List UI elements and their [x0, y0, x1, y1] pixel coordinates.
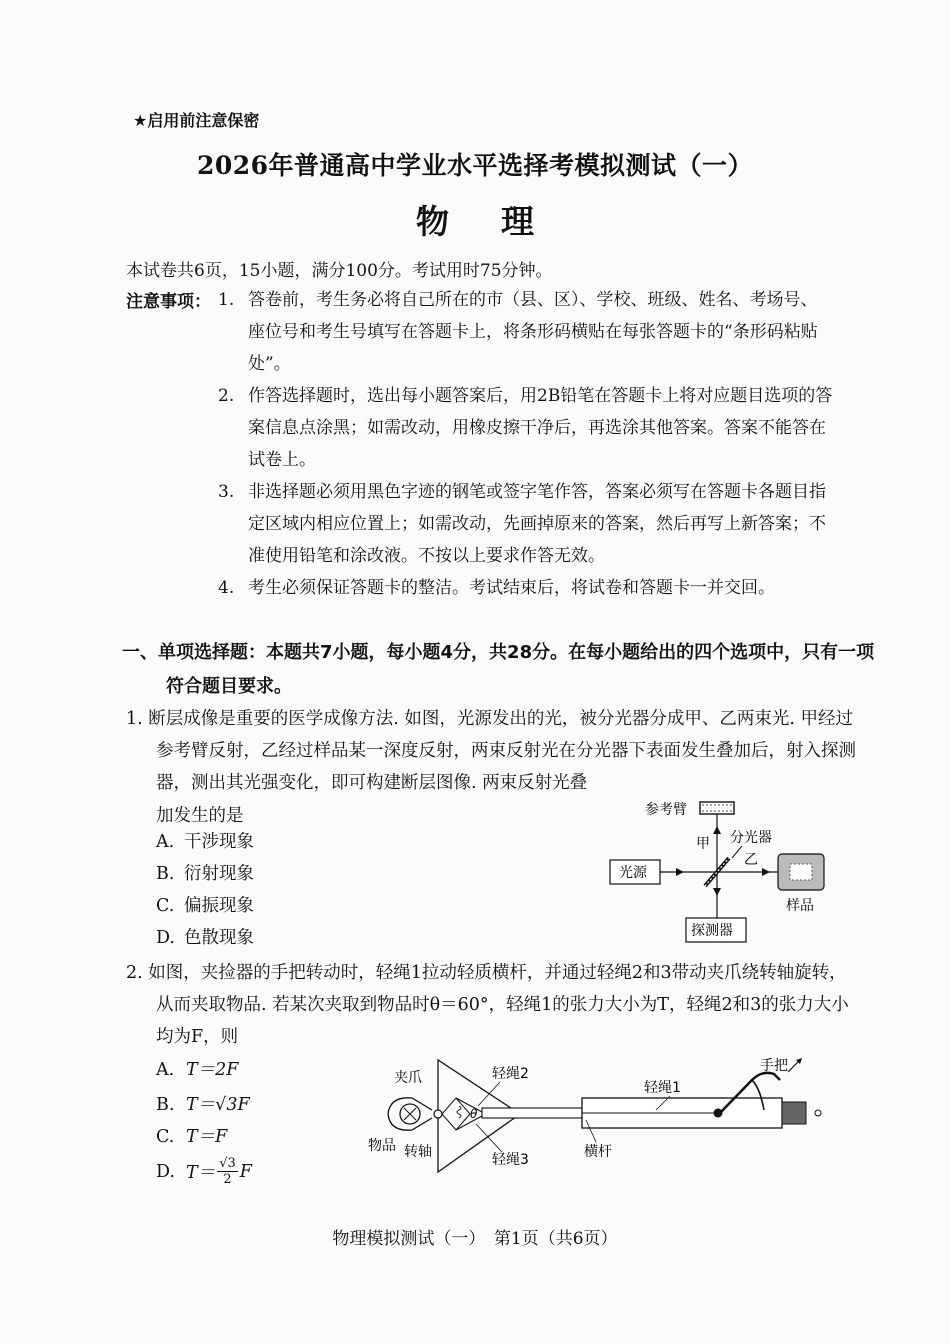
- note-text: 答卷前，考生务必将自己所在的市（县、区）、学校、班级、姓名、考场号、座位号和考生号填写在答题卡上，将条形码横贴在每张答题卡的“条形码粘贴处”。: [248, 290, 818, 374]
- confidential-notice: ★启用前注意保密: [133, 111, 260, 130]
- note-item: [214, 476, 834, 572]
- q2-option-b: B. T＝√3F: [156, 1095, 250, 1115]
- beam-yi-label: 乙: [744, 852, 758, 868]
- note-text: 非选择题必须用黑色字迹的钢笔或签字笔作答，答案必须写在答题卡各题目指定区域内相应位置上；如需改动，先画掉原来的答案，然后再写上新答案；不准使用铅笔和涂改液。不按以上要求作答无效。: [248, 482, 826, 566]
- rope-3: [456, 1116, 482, 1130]
- reference-mirror: [700, 802, 734, 814]
- exam-intro: 本试卷共6页，15小题，满分100分。考试用时75分钟。: [126, 261, 553, 281]
- note-number: 3.: [218, 482, 235, 502]
- question-1-stem: 1. 断层成像是重要的医学成像方法. 如图，光源发出的光，被分光器分成甲、乙两束光. 甲经过参考臂反射，乙经过样品某一深度反射，两束反射光在分光器下表面发生叠加后，射入探测器，测出其光强变化，即可构建断层图像. 两束反射光叠: [126, 709, 856, 793]
- note-item: [214, 380, 834, 476]
- light-source-label: 光源: [619, 865, 647, 881]
- rope3-label: 轻绳3: [492, 1152, 529, 1168]
- q1-option-d: D. 色散现象: [156, 928, 254, 948]
- rope1-label: 轻绳1: [644, 1080, 681, 1096]
- exam-title: 2026年普通高中学业水平选择考模拟测试（一）: [196, 151, 754, 180]
- crossbar-rod: [482, 1108, 582, 1118]
- q2-option-d: D. T＝ √3 2 F: [156, 1156, 252, 1187]
- notes-label: 注意事项：: [126, 292, 211, 312]
- theta-label: θ: [470, 1107, 478, 1121]
- note-number: 2.: [218, 386, 235, 406]
- note-text: 考生必须保证答题卡的整洁。考试结束后，将试卷和答题卡一并交回。: [248, 578, 775, 598]
- claw-label: 夹爪: [394, 1070, 422, 1086]
- question-2-stem: 2. 如图，夹捡器的手把转动时，轻绳1拉动轻质横杆，并通过轻绳2和3带动夹爪绕转轴旋转，从而夹取物品. 若某次夹取到物品时θ＝60°，轻绳1的张力大小为T，轻绳2和3的张力大小均为F，则: [126, 963, 849, 1047]
- sample-label: 样品: [786, 898, 814, 914]
- oct-figure: [600, 796, 840, 946]
- page-footer: 物理模拟测试（一） 第1页（共6页）: [332, 1229, 618, 1249]
- subject-title: 物理: [416, 202, 586, 241]
- question-1-stem-end: 加发生的是: [156, 806, 244, 826]
- item-label: 物品: [368, 1138, 396, 1154]
- note-text: 作答选择题时，选出每小题答案后，用2B铅笔在答题卡上将对应题目选项的答案信息点涂黑；如需改动，用橡皮擦干净后，再选涂其他答案。答案不能答在试卷上。: [248, 386, 833, 470]
- splitter-label: 分光器: [730, 830, 772, 846]
- q2-option-a: A. T＝2F: [156, 1060, 239, 1080]
- note-number: 1.: [218, 290, 235, 310]
- grip-end: [782, 1102, 806, 1124]
- rope2-label: 轻绳2: [492, 1066, 529, 1082]
- section-heading: 一、单项选择题：本题共7小题，每小题4分，共28分。在每小题给出的四个选项中，只有一项符合题目要求。: [122, 642, 875, 697]
- note-item: [214, 572, 834, 604]
- handle-label: 手把: [760, 1058, 788, 1074]
- q1-option-a: A. 干涉现象: [156, 832, 254, 852]
- notes-list: [214, 284, 834, 604]
- q1-option-b: B. 衍射现象: [156, 864, 254, 884]
- note-item: [214, 284, 834, 380]
- beam-jia-label: 甲: [696, 836, 710, 852]
- q1-option-c: C. 偏振现象: [156, 896, 254, 916]
- detector-label: 探测器: [691, 923, 733, 939]
- pivot-axis: [434, 1110, 442, 1118]
- axis-label: 转轴: [404, 1144, 432, 1160]
- q2-option-c: C. T＝F: [156, 1127, 228, 1147]
- ref-arm-label: 参考臂: [645, 802, 687, 818]
- crossbar-label: 横杆: [584, 1144, 612, 1160]
- note-number: 4.: [218, 578, 235, 598]
- grabber-figure: [360, 1050, 830, 1180]
